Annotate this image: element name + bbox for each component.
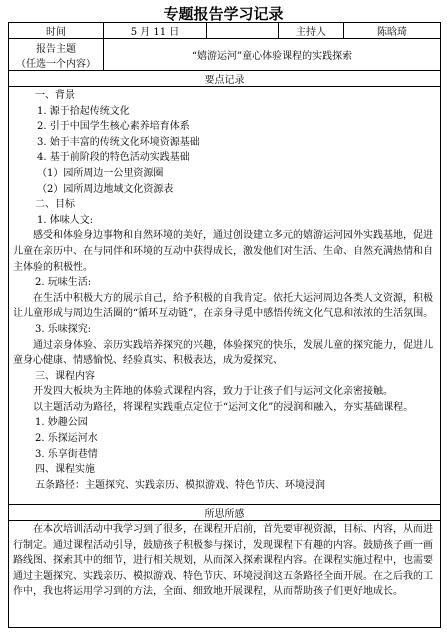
- notes-paragraph: 在生活中积极大方的展示自己，给予积极的自我肯定。依托大运河周边各类人文资源，积极让儿童形成与周边生活圈的“循环互动链”，在亲身寻觅中感悟传统文化气息和浓浓的生活氛围。: [13, 292, 434, 320]
- time-label: 时间: [9, 23, 104, 39]
- notes-line: 一、背景: [35, 90, 75, 101]
- notes-paragraph: 感受和体验身边事物和自然环境的美好，通过创设建立多元的嬉游运河园外实践基地，促进儿童在亲历中、在与同伴和环境的互动中获得成长，激发他们对生活、生命、自然充满热情和自主体验的积极性。: [13, 230, 433, 273]
- thoughts-content: [9, 521, 441, 628]
- topic-value: “嬉游运河”童心体验课程的实践探索: [104, 39, 441, 71]
- notes-line: （1）园所周边一公里资源圈: [37, 167, 164, 179]
- thoughts-heading: 所思所感: [9, 505, 441, 521]
- notes-line: 二、目标: [35, 199, 75, 211]
- notes-line: 1. 妙趣公园: [35, 417, 88, 429]
- notes-line: 三、课程内容: [35, 370, 95, 382]
- notes-paragraph: 开发四大板块为主阵地的体验式课程内容，致力于让孩子们与运河文化亲密接触。: [33, 386, 393, 398]
- notes-line: （2）园所周边地域文化资源表: [37, 183, 174, 195]
- notes-line: 2. 玩味生活:: [35, 277, 92, 289]
- notes-line: 3. 始于丰富的传统文化环境资源基础: [37, 136, 200, 148]
- page-title: 专题报告学习记录: [163, 5, 284, 23]
- notes-heading: 要点记录: [9, 71, 441, 87]
- notes-line: 五条路径：主题探究、实践亲历、模拟游戏、特色节庆、环境浸润: [35, 479, 325, 491]
- empty-cell: [207, 23, 279, 39]
- notes-line: 四、课程实施: [35, 464, 95, 476]
- date-value: 5 月 11 日: [104, 23, 207, 39]
- host-name: 陈晗琦: [344, 23, 441, 39]
- notes-line: 1. 体味人文:: [37, 214, 94, 226]
- notes-line: 2. 乐探运河水: [35, 433, 98, 445]
- notes-content: [9, 87, 441, 505]
- notes-paragraph: 以主题活动为路径，将课程实践重点定位于“运河文化”的浸润和融入，夯实基础课程。: [33, 401, 414, 413]
- topic-label: [9, 39, 104, 71]
- topic-label-line2: （任选一个内容）: [16, 58, 96, 70]
- notes-line: 3. 乐味探究:: [35, 323, 92, 335]
- notes-line: 2. 引于中国学生核心素养培育体系: [37, 121, 190, 133]
- topic-label-line1: 报告主题: [36, 43, 76, 55]
- notes-line: 4. 基于前阶段的特色活动实践基础: [37, 152, 190, 164]
- record-form-table: [8, 22, 441, 628]
- thoughts-paragraph: 在本次培训活动中我学习到了很多，在课程开启前，首先要审视资源，目标、内容，从而进行制定。通过课程活动引导，鼓励孩子积极参与探讨，发现课程下有趣的内容。鼓励孩子画一画路线图、探索其中的细节，进行相关规划，从而深入探索课程内容。在课程实施过程中，也需要通过主题探究、实践亲历、模拟游戏、特色节庆、环境浸润这五条路径全面开展。在之后我的工作中，我也将运用学习到的方法，全面、细致地开展课程，从而帮助孩子们更好地成长。: [13, 524, 433, 598]
- notes-paragraph: 通过亲身体验、亲历实践培养探究的兴趣，体验探究的快乐，发展儿童的探究能力，促进儿童身心健康、情感愉悦、经验真实、积极表达，成为爱探究、: [13, 339, 433, 367]
- host-label: 主持人: [279, 23, 344, 39]
- notes-line: 3. 乐享街巷情: [35, 448, 98, 460]
- notes-line: 1. 源于拾起传统文化: [37, 105, 130, 117]
